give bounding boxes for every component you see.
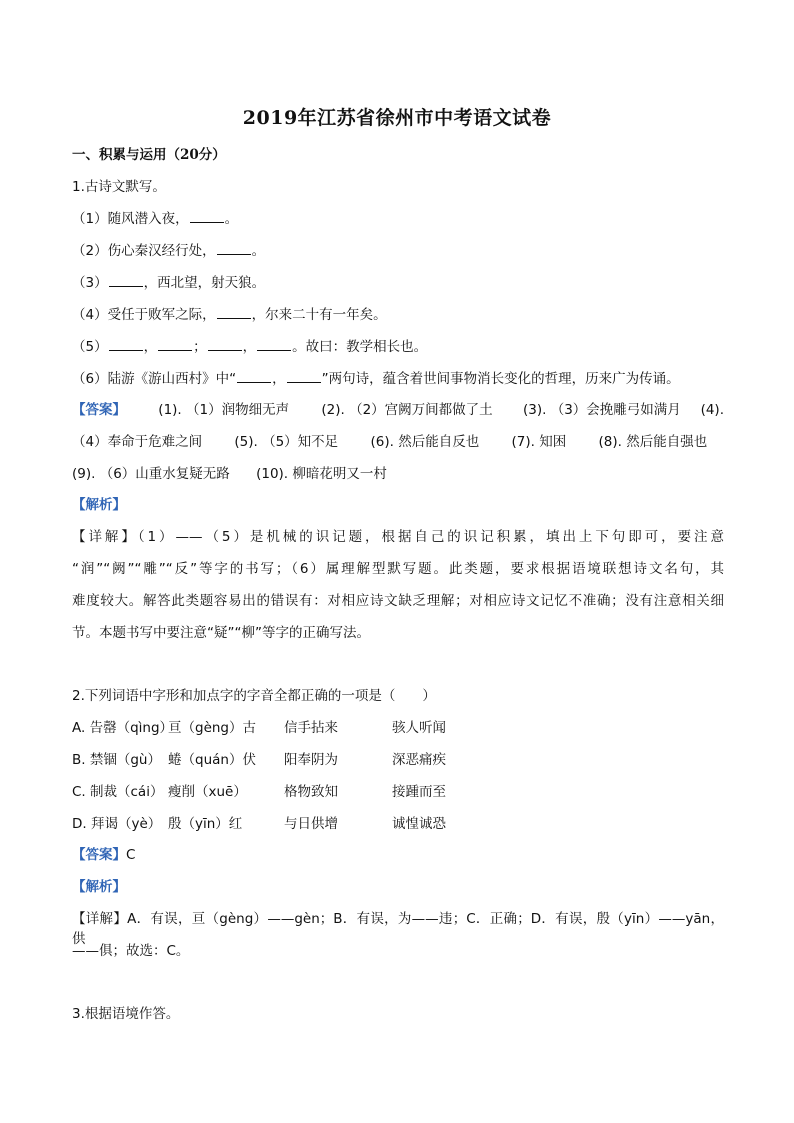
question-2-option-a: A. 告罄（qìng）亘（gèng）古 信手拈来 骇人听闻 [72,720,446,736]
answer-blank [158,338,192,351]
question-1-item-6: （6）陆游《游山西村》中“ ， ”两句诗，蕴含着世间事物消长变化的哲理，历来广为传诵。 [72,371,680,387]
question-1-detail-line-2: “润”“阙”“雕”“反”等字的书写；（6）属理解型默写题。此类题，要求根据语境联想诗文名句，其 [72,561,724,577]
question-1-item-1: （1）随风潜入夜， 。 [72,211,239,227]
answer-blank [109,338,143,351]
answer-blank [217,242,251,255]
question-1-item-3: （3） ，西北望，射天狼。 [72,275,266,291]
question-1-item-4: （4）受任于败军之际， ，尔来二十有一年矣。 [72,307,387,323]
answer-tag: 【答案】 [72,402,126,418]
question-2-answer: 【答案】C [72,847,136,863]
question-2-stem: 2.下列词语中字形和加点字的字音全都正确的一项是（ ） [72,688,436,704]
question-1-stem: 1.古诗文默写。 [72,179,166,195]
analysis-tag: 【解析】 [72,497,126,513]
answer-blank [237,370,271,383]
answer-tag: 【答案】 [72,847,126,863]
question-1-detail-line-3: 难度较大。解答此类题容易出的错误有：对相应诗文缺乏理解；对相应诗文记忆不准确；没有注意相关细 [72,593,724,609]
question-2-detail-line-2: ——俱；故选：C。 [72,943,190,959]
question-1-answers-line-2: （4）奉命于危难之间 (5). （5）知不足 (6). 然后能自反也 (7). 知困 (8). 然后能自强也 [72,434,708,450]
answer-blank [190,210,224,223]
question-3-stem: 3.根据语境作答。 [72,1006,180,1022]
question-2-option-b: B. 禁锢（gù） 蜷（quán）伏 阳奉阴为 深恶痛疾 [72,752,446,768]
question-2-detail-line-1: 【详解】A．有误，亘（gèng）——gèn；B．有误，为——违；C．正确；D．有误，殷（yīn）——yān，供 [72,911,724,947]
question-1-answers-line-1: 【答案】 (1). （1）润物细无声 (2). （2）宫阙万间都做了土 (3). （3）会挽雕弓如满月 (4). [72,402,724,418]
question-1-detail-line-4: 节。本题书写中要注意“疑”“柳”等字的正确写法。 [72,625,370,641]
question-2-option-c: C. 制裁（cái） 瘦削（xuē） 格物致知 接踵而至 [72,784,446,800]
answer-blank [217,306,251,319]
question-1-item-2: （2）伤心秦汉经行处， 。 [72,243,266,259]
section-heading: 一、积累与运用（20分） [72,147,226,163]
answer-blank [208,338,242,351]
question-1-answers-line-3: (9). （6）山重水复疑无路 (10). 柳暗花明又一村 [72,466,387,482]
answer-blank [257,338,291,351]
question-2-option-d: D. 拜谒（yè） 殷（yīn）红 与日供增 诚惶诚恐 [72,816,446,832]
question-1-detail-line-1: 【详解】（1）——（5）是机械的识记题，根据自己的识记积累，填出上下句即可，要注意 [72,529,725,545]
analysis-tag: 【解析】 [72,879,126,895]
page-title: 2019年江苏省徐州市中考语文试卷 [242,107,552,129]
answer-blank [109,274,143,287]
question-1-item-5: （5） ， ； ， 。故曰：教学相长也。 [72,339,428,355]
answer-blank [287,370,321,383]
